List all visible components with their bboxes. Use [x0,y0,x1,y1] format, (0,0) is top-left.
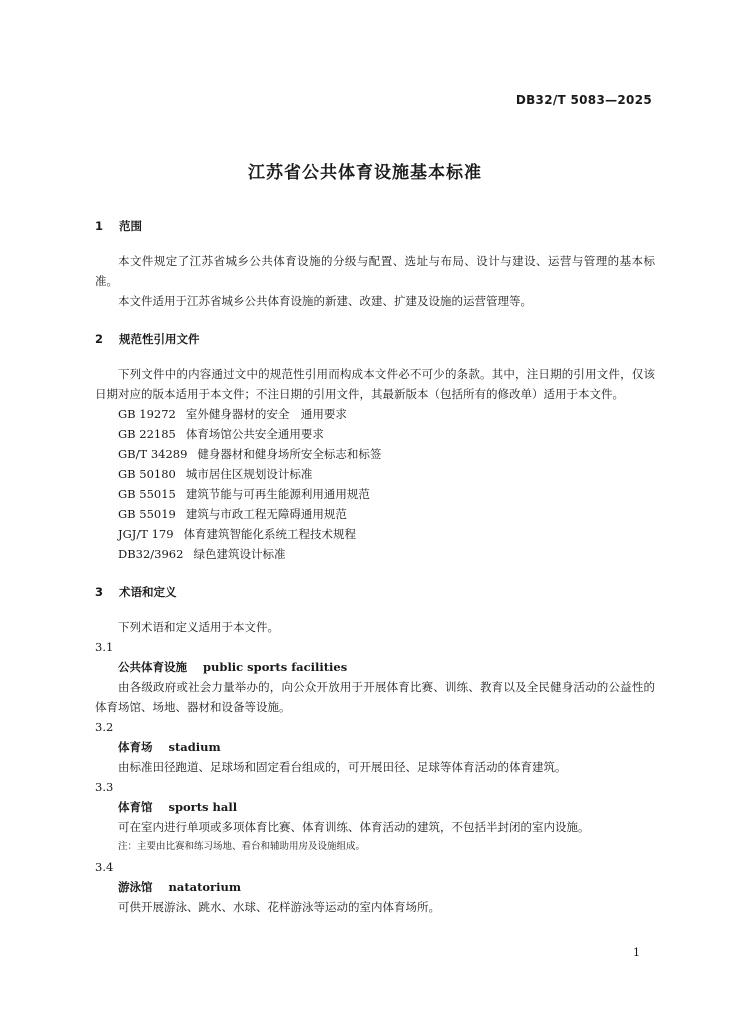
reference-item [118,544,655,564]
reference-item [118,404,655,424]
reference-item [118,484,655,504]
term-name-cn: 公共体育设施 [118,660,187,674]
term-number: 3.3 [95,780,114,794]
reference-list [95,404,655,564]
reference-item [118,424,655,444]
term-entry [95,637,655,717]
document-title: 江苏省公共体育设施基本标准 [248,163,482,183]
term-name [95,797,655,817]
reference-name: 健身器材和健身场所安全标志和标签 [197,447,382,461]
term-number: 3.1 [95,640,114,654]
term-name [95,737,655,757]
reference-code: GB 50180 [118,467,176,481]
term-name-cn: 体育馆 [118,800,153,814]
terms-intro: 下列术语和定义适用于本文件。 [118,620,279,634]
section-3-heading [95,582,655,602]
section-title: 范围 [119,219,142,233]
term-name-en: natatorium [168,880,242,894]
scope-paragraph-1: 本文件规定了江苏省城乡公共体育设施的分级与配置、选址与布局、设计与建设、运营与管理的基本标准。 [95,254,655,288]
term-name-en: sports hall [168,800,238,814]
term-definition: 可在室内进行单项或多项体育比赛、体育训练、体育活动的建筑，不包括半封闭的室内设施。 [118,820,590,834]
term-entry [95,777,655,857]
reference-name: 绿色建筑设计标准 [193,547,286,561]
reference-code: GB 19272 [118,407,176,421]
document-body [95,216,655,917]
reference-name: 城市居住区规划设计标准 [185,467,313,481]
term-name-en: stadium [168,740,221,754]
reference-name: 室外健身器材的安全 通用要求 [185,407,347,421]
term-name-en: public sports facilities [203,660,348,674]
reference-name: 体育场馆公共安全通用要求 [185,427,324,441]
term-definition: 由标准田径跑道、足球场和固定看台组成的，可开展田径、足球等体育活动的体育建筑。 [118,760,567,774]
reference-code: GB/T 34289 [118,447,188,461]
section-number: 1 [95,219,104,233]
reference-code: GB 22185 [118,427,176,441]
term-name [95,877,655,897]
term-name-cn: 体育场 [118,740,153,754]
section-number: 3 [95,585,104,599]
section-title: 术语和定义 [119,585,177,599]
reference-code: GB 55019 [118,507,176,521]
section-2-heading [95,329,655,349]
term-number: 3.4 [95,860,114,874]
reference-item [118,444,655,464]
section-title: 规范性引用文件 [119,332,200,346]
term-name-cn: 游泳馆 [118,880,153,894]
page-number: 1 [633,946,640,959]
standard-code: DB32/T 5083—2025 [515,93,652,107]
section-1-heading [95,216,655,236]
references-intro: 下列文件中的内容通过文中的规范性引用而构成本文件必不可少的条款。其中，注日期的引用文件，仅该日期对应的版本适用于本文件；不注日期的引用文件，其最新版本（包括所有的修改单）适用于本文件。 [95,367,655,401]
reference-name: 体育建筑智能化系统工程技术规程 [183,527,357,541]
term-number: 3.2 [95,720,114,734]
term-definition: 由各级政府或社会力量举办的，向公众开放用于开展体育比赛、训练、教育以及全民健身活动的公益性的体育场馆、场地、器材和设备等设施。 [95,680,655,714]
section-number: 2 [95,332,104,346]
term-definition: 可供开展游泳、跳水、水球、花样游泳等运动的室内体育场所。 [118,900,440,914]
term-note: 注：主要由比赛和练习场地、看台和辅助用房及设施组成。 [118,841,366,852]
term-entry [95,857,655,917]
reference-name: 建筑与市政工程无障碍通用规范 [185,507,347,521]
reference-item [118,504,655,524]
term-name [95,657,655,677]
reference-item [118,524,655,544]
reference-code: GB 55015 [118,487,176,501]
reference-item [118,464,655,484]
reference-code: DB32/3962 [118,547,184,561]
reference-code: JGJ/T 179 [118,527,174,541]
scope-paragraph-2: 本文件适用于江苏省城乡公共体育设施的新建、改建、扩建及设施的运营管理等。 [118,294,532,308]
reference-name: 建筑节能与可再生能源利用通用规范 [185,487,370,501]
term-entry [95,717,655,777]
